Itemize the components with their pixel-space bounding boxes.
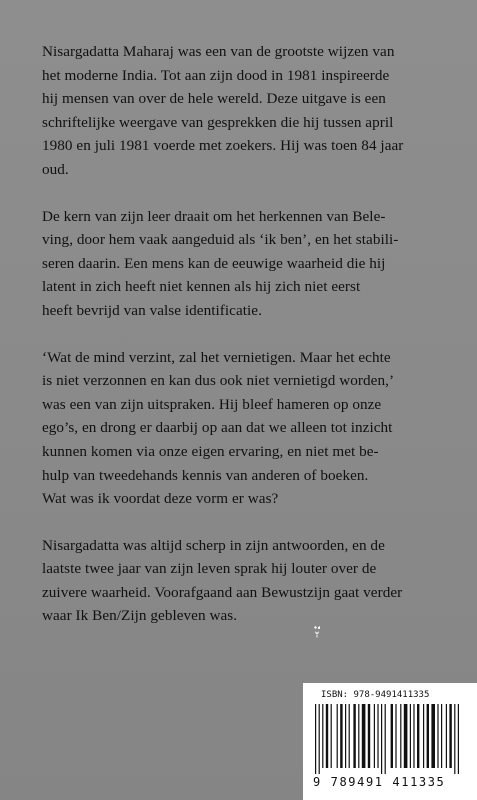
barcode-bar xyxy=(404,704,408,768)
barcode-bar xyxy=(427,704,429,768)
text-line: zuivere waarheid. Voorafgaand aan Bewustzijn gaat verder xyxy=(42,583,403,601)
text-line: het moderne India. Tot aan zijn dood in 1981 inspireerde xyxy=(42,66,390,84)
barcode-bar xyxy=(340,704,342,768)
barcode-bar xyxy=(391,704,393,768)
text-line: hulp van tweedehands kennis van anderen of boeken. xyxy=(42,466,369,484)
text-line: ving, door hem vaak aangeduid als ‘ik ben’, en het stabili- xyxy=(42,231,399,249)
text-line: Nisargadatta was altijd scherp in zijn antwoorden, en de xyxy=(42,536,385,554)
barcode-bar xyxy=(358,704,359,768)
barcode-bar xyxy=(349,704,350,768)
barcode-bar xyxy=(377,704,378,768)
barcode-bar xyxy=(322,704,323,768)
barcode-bar xyxy=(381,704,382,774)
barcode-bar xyxy=(417,704,419,768)
text-line: Nisargadatta Maharaj was een van de grootste wijzen van xyxy=(42,43,395,60)
text-line: schriftelijke weergave van gesprekken die hij tussen april xyxy=(42,113,394,131)
text-line: hij mensen van over de hele wereld. Deze uitgave is een xyxy=(42,90,386,108)
barcode-bar xyxy=(362,704,366,768)
barcode-bar xyxy=(423,704,424,768)
barcode-bar xyxy=(441,704,442,768)
barcode-bar xyxy=(400,704,401,768)
barcode-bar xyxy=(345,704,346,768)
ean-digits: 9 789491 411335 xyxy=(313,775,446,789)
paragraph-1 xyxy=(42,40,446,182)
barcode-bar xyxy=(368,704,370,768)
barcode-bar xyxy=(374,704,375,768)
barcode-bar xyxy=(431,704,435,768)
barcode-bar xyxy=(353,704,355,768)
text-line: is niet verzonnen en kan dus ook niet vernietigd worden,’ xyxy=(42,372,395,390)
text-line: latent in zich heeft niet kennen als hij zich niet eerst xyxy=(42,278,361,296)
text-line: 1980 en juli 1981 voerde met zoekers. Hij was toen 84 jaar xyxy=(42,137,404,155)
barcode-bar xyxy=(326,704,328,768)
text-line: waar Ik Ben/Zijn gebleven was. xyxy=(42,607,238,625)
barcode-bars xyxy=(313,704,477,774)
barcode-bar xyxy=(385,704,386,774)
paragraph-2 xyxy=(42,205,446,323)
barcode-label xyxy=(303,683,477,800)
barcode-bar xyxy=(458,704,459,774)
text-line: oud. xyxy=(42,160,69,178)
paragraph-3 xyxy=(42,346,446,511)
text-line: heeft bevrijd van valse identificatie. xyxy=(42,301,262,319)
barcode-bar xyxy=(331,704,332,768)
small-leaf-logo-icon xyxy=(312,626,322,638)
barcode-bar xyxy=(449,704,451,768)
barcode-bar xyxy=(319,704,320,774)
barcode-bar xyxy=(446,704,447,768)
text-line: Wat was ik voordat deze vorm er was? xyxy=(42,490,279,508)
barcode-bar xyxy=(413,704,414,768)
barcode-bar xyxy=(315,704,316,774)
text-line: was een van zijn uitspraken. Hij bleef hameren op onze xyxy=(42,395,382,413)
text-line: ‘Wat de mind verzint, zal het vernietigen. Maar het echte xyxy=(42,348,391,366)
text-line: De kern van zijn leer draait om het herkennen van Bele- xyxy=(42,207,386,225)
barcode-bar xyxy=(395,704,396,768)
text-line: ego’s, en drong er daarbij op aan dat we alleen tot inzicht xyxy=(42,419,393,437)
barcode-bar xyxy=(410,704,411,768)
barcode-bar xyxy=(337,704,338,768)
paragraph-4 xyxy=(42,534,446,628)
text-line: laatste twee jaar van zijn leven sprak hij louter over de xyxy=(42,560,377,578)
text-line: kunnen komen via onze eigen ervaring, en niet met be- xyxy=(42,442,379,460)
blurb-text xyxy=(42,40,446,651)
text-line: seren daarin. Een mens kan de eeuwige waarheid die hij xyxy=(42,254,386,272)
barcode-bar xyxy=(454,704,455,774)
barcode-bar xyxy=(437,704,438,768)
isbn-text: ISBN: 978-9491411335 xyxy=(321,690,430,700)
